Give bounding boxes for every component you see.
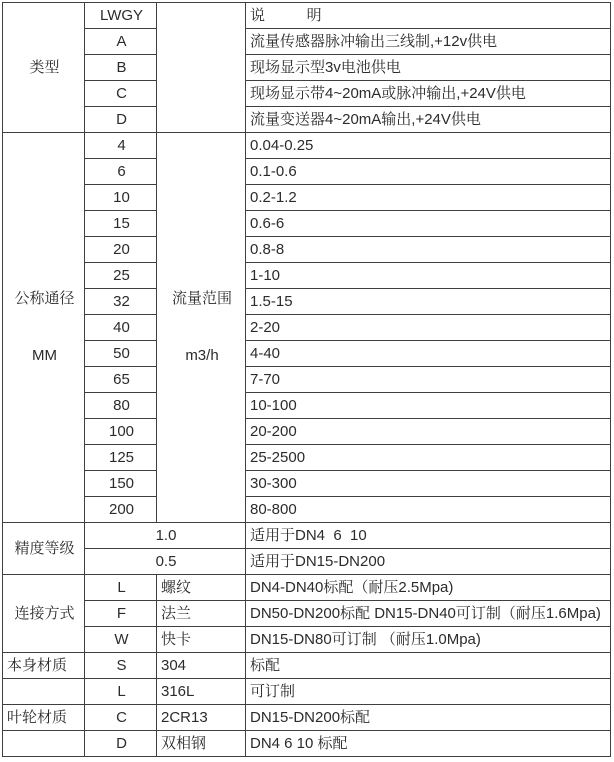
table-row <box>3 575 611 601</box>
diameter-label-line1: 公称通径 <box>14 290 75 308</box>
table-row <box>3 705 611 731</box>
flow-range-header-cell <box>157 133 246 523</box>
dn-code-cell: 80 <box>85 393 157 419</box>
impeller-code-cell: C <box>85 705 157 731</box>
table-row <box>3 627 611 653</box>
section-label-connection: 连接方式 <box>3 575 85 653</box>
conn-desc-cell: DN50-DN200标配 DN15-DN40可订制（耐压1.6Mpa) <box>246 601 611 627</box>
flow-range-cell: 7-70 <box>246 367 611 393</box>
type-desc-cell: 现场显示型3v电池供电 <box>246 55 611 81</box>
body-mat-desc-cell: 标配 <box>246 653 611 679</box>
table-row <box>3 211 611 237</box>
dn-code-cell: 40 <box>85 315 157 341</box>
table-row <box>3 601 611 627</box>
type-code-cell: C <box>85 81 157 107</box>
table-row <box>3 185 611 211</box>
impeller-code-cell: D <box>85 731 157 757</box>
table-row <box>3 263 611 289</box>
section-label-impeller-material: 叶轮材质 <box>3 705 85 731</box>
table-row <box>3 471 611 497</box>
flow-range-cell: 25-2500 <box>246 445 611 471</box>
type-middle-empty-cell <box>157 3 246 133</box>
table-row <box>3 523 611 549</box>
flow-range-cell: 0.6-6 <box>246 211 611 237</box>
dn-code-cell: 15 <box>85 211 157 237</box>
dn-code-cell: 10 <box>85 185 157 211</box>
table-row <box>3 289 611 315</box>
flow-range-cell: 1.5-15 <box>246 289 611 315</box>
conn-code-cell: W <box>85 627 157 653</box>
dn-code-cell: 50 <box>85 341 157 367</box>
diameter-label-line2: MM <box>32 346 57 364</box>
description-header-cell: 说 明 <box>246 3 611 29</box>
flow-range-cell: 4-40 <box>246 341 611 367</box>
table-row <box>3 497 611 523</box>
conn-code-cell: L <box>85 575 157 601</box>
table-row <box>3 731 611 757</box>
dn-code-cell: 32 <box>85 289 157 315</box>
impeller-name-cell: 2CR13 <box>157 705 246 731</box>
conn-name-cell: 螺纹 <box>157 575 246 601</box>
section-label-diameter <box>3 133 85 523</box>
accuracy-desc-cell: 适用于DN15-DN200 <box>246 549 611 575</box>
flow-range-cell: 30-300 <box>246 471 611 497</box>
accuracy-desc-cell: 适用于DN4 6 10 <box>246 523 611 549</box>
table-row <box>3 445 611 471</box>
accuracy-grade-cell: 1.0 <box>85 523 246 549</box>
table-row <box>3 315 611 341</box>
flowmeter-spec-table <box>2 2 611 757</box>
dn-code-cell: 4 <box>85 133 157 159</box>
dn-code-cell: 150 <box>85 471 157 497</box>
flow-range-cell: 0.1-0.6 <box>246 159 611 185</box>
table-row <box>3 393 611 419</box>
table-row <box>3 679 611 705</box>
impeller-name-cell: 双相钢 <box>157 731 246 757</box>
type-code-cell: A <box>85 29 157 55</box>
table-row <box>3 55 611 81</box>
dn-code-cell: 25 <box>85 263 157 289</box>
flow-range-cell: 20-200 <box>246 419 611 445</box>
type-code-cell: D <box>85 107 157 133</box>
impeller-desc-cell: DN15-DN200标配 <box>246 705 611 731</box>
table-row <box>3 549 611 575</box>
dn-code-cell: 100 <box>85 419 157 445</box>
empty-label-cell <box>3 679 85 705</box>
table-row <box>3 107 611 133</box>
type-desc-cell: 流量传感器脉冲输出三线制,+12v供电 <box>246 29 611 55</box>
conn-name-cell: 快卡 <box>157 627 246 653</box>
body-mat-code-cell: S <box>85 653 157 679</box>
dn-code-cell: 125 <box>85 445 157 471</box>
table-row <box>3 29 611 55</box>
flow-range-cell: 0.8-8 <box>246 237 611 263</box>
empty-label-cell <box>3 731 85 757</box>
table-row <box>3 81 611 107</box>
flow-range-cell: 80-800 <box>246 497 611 523</box>
body-mat-code-cell: L <box>85 679 157 705</box>
flow-range-cell: 10-100 <box>246 393 611 419</box>
type-desc-cell: 流量变送器4~20mA输出,+24V供电 <box>246 107 611 133</box>
flow-range-cell: 0.2-1.2 <box>246 185 611 211</box>
table-row <box>3 367 611 393</box>
body-mat-desc-cell: 可订制 <box>246 679 611 705</box>
type-code-cell: B <box>85 55 157 81</box>
flow-range-label-line2: m3/h <box>185 346 219 364</box>
table-row <box>3 237 611 263</box>
accuracy-grade-cell: 0.5 <box>85 549 246 575</box>
type-desc-cell: 现场显示带4~20mA或脉冲输出,+24V供电 <box>246 81 611 107</box>
dn-code-cell: 65 <box>85 367 157 393</box>
conn-code-cell: F <box>85 601 157 627</box>
flow-range-label-line1: 流量范围 <box>171 290 232 308</box>
conn-desc-cell: DN4-DN40标配（耐压2.5Mpa) <box>246 575 611 601</box>
flow-range-cell: 0.04-0.25 <box>246 133 611 159</box>
conn-desc-cell: DN15-DN80可订制 （耐压1.0Mpa) <box>246 627 611 653</box>
table-row <box>3 419 611 445</box>
body-mat-name-cell: 316L <box>157 679 246 705</box>
table-row <box>3 3 611 29</box>
conn-name-cell: 法兰 <box>157 601 246 627</box>
table-row <box>3 133 611 159</box>
dn-code-cell: 200 <box>85 497 157 523</box>
dn-code-cell: 6 <box>85 159 157 185</box>
dn-code-cell: 20 <box>85 237 157 263</box>
flow-range-cell: 1-10 <box>246 263 611 289</box>
section-label-type: 类型 <box>3 3 85 133</box>
impeller-desc-cell: DN4 6 10 标配 <box>246 731 611 757</box>
flow-range-cell: 2-20 <box>246 315 611 341</box>
table-row <box>3 159 611 185</box>
section-label-body-material: 本身材质 <box>3 653 85 679</box>
model-code-cell: LWGY <box>85 3 157 29</box>
table-row <box>3 341 611 367</box>
table-row <box>3 653 611 679</box>
section-label-accuracy: 精度等级 <box>3 523 85 575</box>
body-mat-name-cell: 304 <box>157 653 246 679</box>
